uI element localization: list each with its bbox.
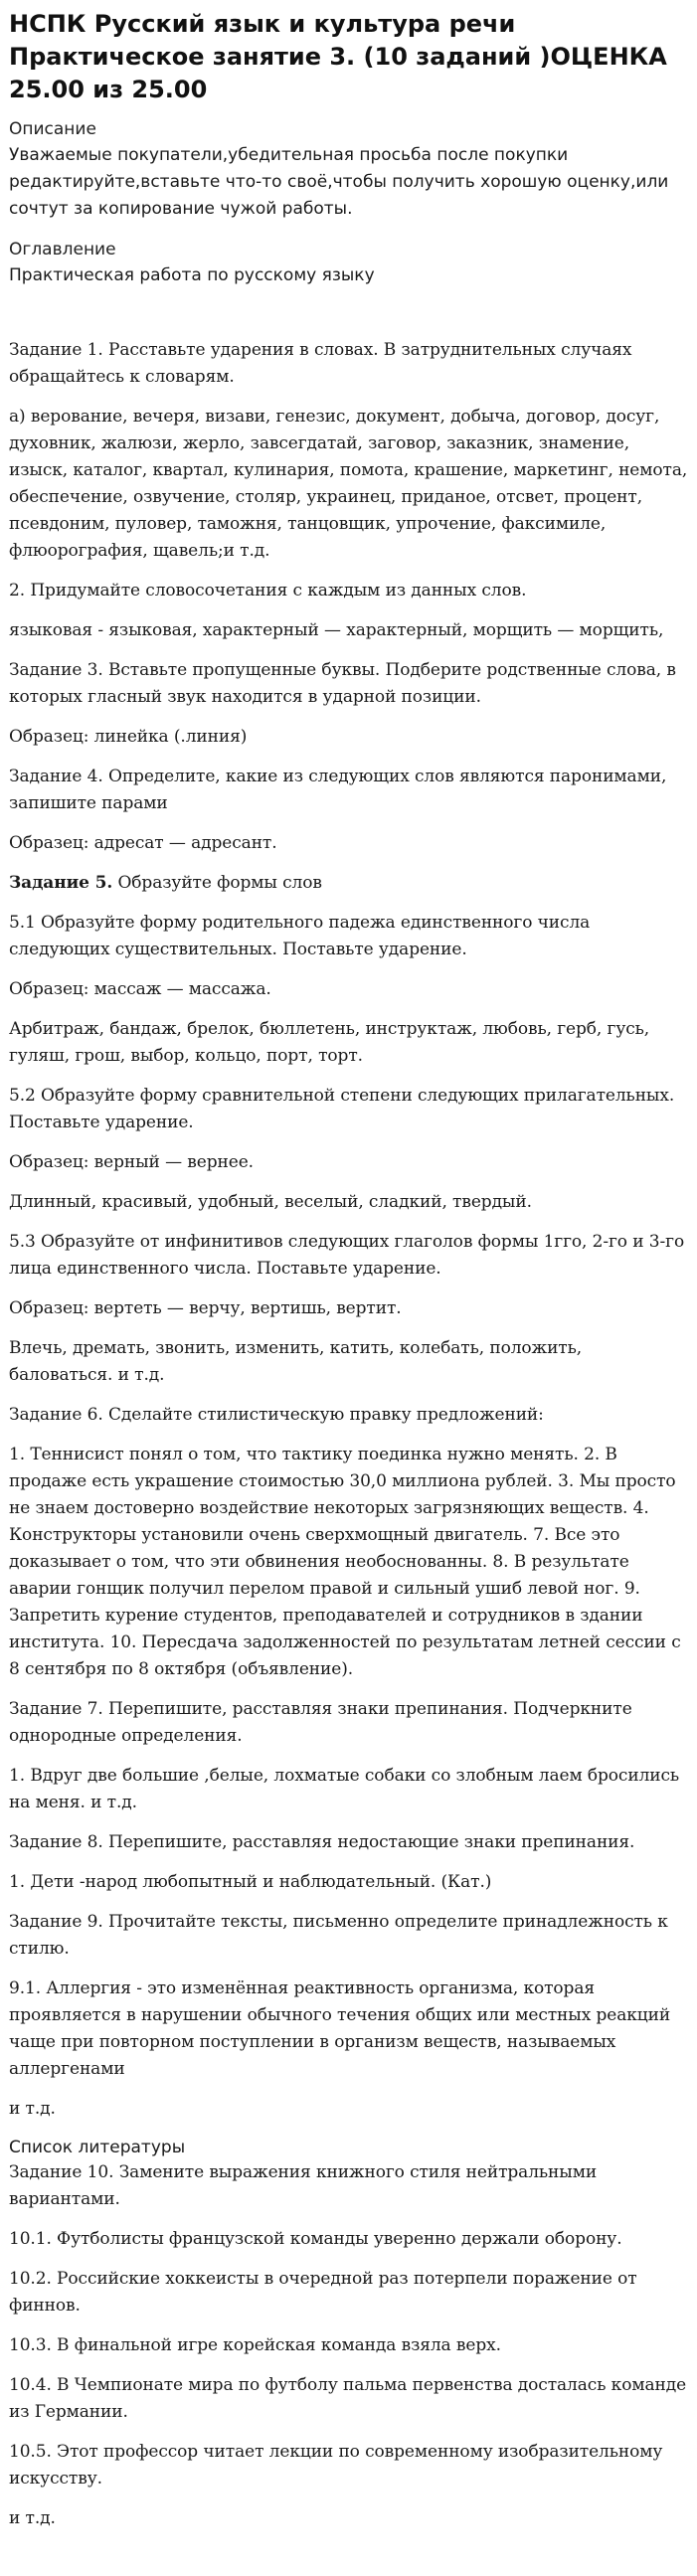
paragraph	[9, 1149, 688, 1176]
paragraph-text: 1. Дети -народ любопытный и наблюдательный. (Кат.)	[9, 1872, 492, 1892]
toc-label: Оглавление	[9, 240, 116, 259]
paragraph-bold-lead: Задание 5.	[9, 873, 113, 893]
paragraph	[9, 1402, 688, 1429]
paragraph	[9, 2226, 688, 2253]
paragraph-text: и т.д.	[9, 2508, 56, 2528]
paragraph	[9, 1189, 688, 1216]
paragraph	[9, 578, 688, 604]
paragraph-text: 5.1 Образуйте форму родительного падежа единственного числа следующих существительных. Поставьте ударение.	[9, 913, 591, 959]
paragraph-text: 1. Вдруг две большие ,белые, лохматые собаки со злобным лаем бросились на меня. и т.д.	[9, 1766, 680, 1812]
paragraph-text: Образец: верный — вернее.	[9, 1152, 254, 1172]
paragraph	[9, 2096, 688, 2123]
paragraph-text: 10.1. Футболисты французской команды уверенно держали оборону.	[9, 2229, 622, 2249]
paragraph	[9, 1335, 688, 1389]
paragraph	[9, 830, 688, 857]
paragraph	[9, 404, 688, 565]
paragraph	[9, 2439, 688, 2492]
paragraph-text: Задание 10. Замените выражения книжного стиля нейтральными вариантами.	[9, 2162, 598, 2209]
description-label: Описание	[9, 119, 96, 139]
paragraph-text: Образец: адресат — адресант.	[9, 833, 277, 853]
paragraph-text: Влечь, дремать, звонить, изменить, катить, колебать, положить, баловаться. и т.д.	[9, 1338, 583, 1385]
paragraph	[9, 1083, 688, 1136]
paragraph-text: 5.3 Образуйте от инфинитивов следующих глаголов формы 1гго, 2-го и 3-го лица единственного числа. Поставьте ударение.	[9, 1232, 685, 1279]
paragraph-text: 10.4. В Чемпионате мира по футболу пальма первенства досталась команде из Германии.	[9, 2375, 687, 2422]
paragraph	[9, 1696, 688, 1750]
paragraph	[9, 2266, 688, 2319]
paragraph	[9, 1869, 688, 1896]
paragraph-text: Задание 9. Прочитайте тексты, письменно определите принадлежность к стилю.	[9, 1912, 668, 1959]
paragraph-text: Задание 3. Вставьте пропущенные буквы. Подберите родственные слова, в которых гласный звук находится в ударной позиции.	[9, 660, 676, 707]
paragraph	[9, 1229, 688, 1283]
paragraph-text: Арбитраж, бандаж, брелок, бюллетень, инструктаж, любовь, герб, гусь, гуляш, грош, выбор, кольцо, порт, торт.	[9, 1019, 650, 1066]
paragraph-text: Задание 6. Сделайте стилистическую правку предложений:	[9, 1405, 544, 1425]
paragraph	[9, 764, 688, 817]
paragraph	[9, 2372, 688, 2426]
paragraph-text: 10.3. В финальной игре корейская команда взяла верх.	[9, 2335, 501, 2355]
paragraph	[9, 1909, 688, 1963]
paragraph-text: Образец: массаж — массажа.	[9, 979, 271, 999]
paragraph	[9, 1829, 688, 1856]
paragraph	[9, 1442, 688, 1683]
paragraph-text: Длинный, красивый, удобный, веселый, сладкий, твердый.	[9, 1192, 532, 1212]
paragraph	[9, 1016, 688, 1070]
paragraph	[9, 2159, 688, 2213]
paragraph	[9, 870, 688, 897]
paragraph-text: Образец: вертеть — верчу, вертишь, вертит.	[9, 1298, 402, 1318]
paragraph-text: Образец: линейка (.линия)	[9, 727, 248, 747]
paragraph	[9, 1975, 688, 2083]
paragraph	[9, 337, 688, 391]
page-title: НСПК Русский язык и культура речи Практическое занятие 3. (10 заданий )ОЦЕНКА 25.00 из 25.00	[9, 10, 667, 103]
paragraph	[9, 2332, 688, 2359]
literature-label: Список литературы	[9, 2138, 186, 2157]
paragraph-text: Задание 7. Перепишите, расставляя знаки препинания. Подчеркните однородные определения.	[9, 1699, 632, 1746]
paragraph-text: 5.2 Образуйте форму сравнительной степени следующих прилагательных. Поставьте ударение.	[9, 1086, 675, 1132]
paragraph-text: 2. Придумайте словосочетания с каждым из данных слов.	[9, 581, 527, 601]
paragraph-text: 1. Теннисист понял о том, что тактику поединка нужно менять. 2. В продаже есть украшение стоимостью 30,0 миллиона рублей. 3. Мы просто не знаем достоверно воздействие некоторых загрязняющих веществ. 4. Конструкторы установили очень сверхмощный двигатель. 7. Все это доказывает о том, что эти обвинения необоснованны. 8. В результате аварии гонщик получил перелом правой и сильный ушиб левой ног. 9. Запретить курение студентов, преподавателей и сотрудников в здании института. 10. Пересдача задолженностей по результатам летней сессии с 8 сентября по 8 октября (объявление).	[9, 1445, 681, 1679]
paragraph	[9, 617, 688, 644]
paragraph	[9, 1763, 688, 1816]
description-text: Уважаемые покупатели,убедительная просьба после покупки редактируйте,вставьте что-то своё,чтобы получить хорошую оценку,или сочтут за копирование чужой работы.	[9, 145, 669, 219]
paragraph	[9, 1295, 688, 1322]
paragraph-text: и т.д.	[9, 2099, 56, 2119]
paragraph-text: языковая - языковая, характерный — характерный, морщить — морщить,	[9, 620, 664, 640]
paragraph	[9, 910, 688, 963]
paragraph-text: а) верование, вечеря, визави, генезис, документ, добыча, договор, досуг, духовник, жалюзи, жерло, завсегдатай, заговор, заказник, знамение, изыск, каталог, квартал, кулинария, помота, крашение, маркетинг, немота, обеспечение, озвучение, столяр, украинец, приданое, отсвет, процент, псевдоним, пуловер, таможня, танцовщик, упрочение, факсимиле, флюорография, щавель;и т.д.	[9, 407, 688, 561]
paragraph	[9, 724, 688, 751]
toc-item: Практическая работа по русскому языку	[9, 265, 375, 285]
paragraph-text: 10.5. Этот профессор читает лекции по современному изобразительному искусству.	[9, 2442, 663, 2489]
task-content-continued	[9, 2159, 688, 2532]
task-content	[9, 337, 688, 2123]
paragraph-text: Образуйте формы слов	[112, 873, 322, 893]
paragraph-text: Задание 4. Определите, какие из следующих слов являются паронимами, запишите парами	[9, 767, 667, 813]
paragraph	[9, 657, 688, 711]
paragraph-text: Задание 8. Перепишите, расставляя недостающие знаки препинания.	[9, 1832, 635, 1852]
paragraph-text: 9.1. Аллергия - это изменённая реактивность организма, которая проявляется в нарушении обычного течения общих или местных реакций чаще при повторном поступлении в организм веществ, называемых аллергенами	[9, 1978, 671, 2079]
paragraph-text: 10.2. Российские хоккеисты в очередной раз потерпели поражение от финнов.	[9, 2269, 637, 2316]
paragraph	[9, 976, 688, 1003]
paragraph	[9, 2505, 688, 2532]
paragraph-text: Задание 1. Расставьте ударения в словах. В затруднительных случаях обращайтесь к словарям.	[9, 340, 632, 387]
